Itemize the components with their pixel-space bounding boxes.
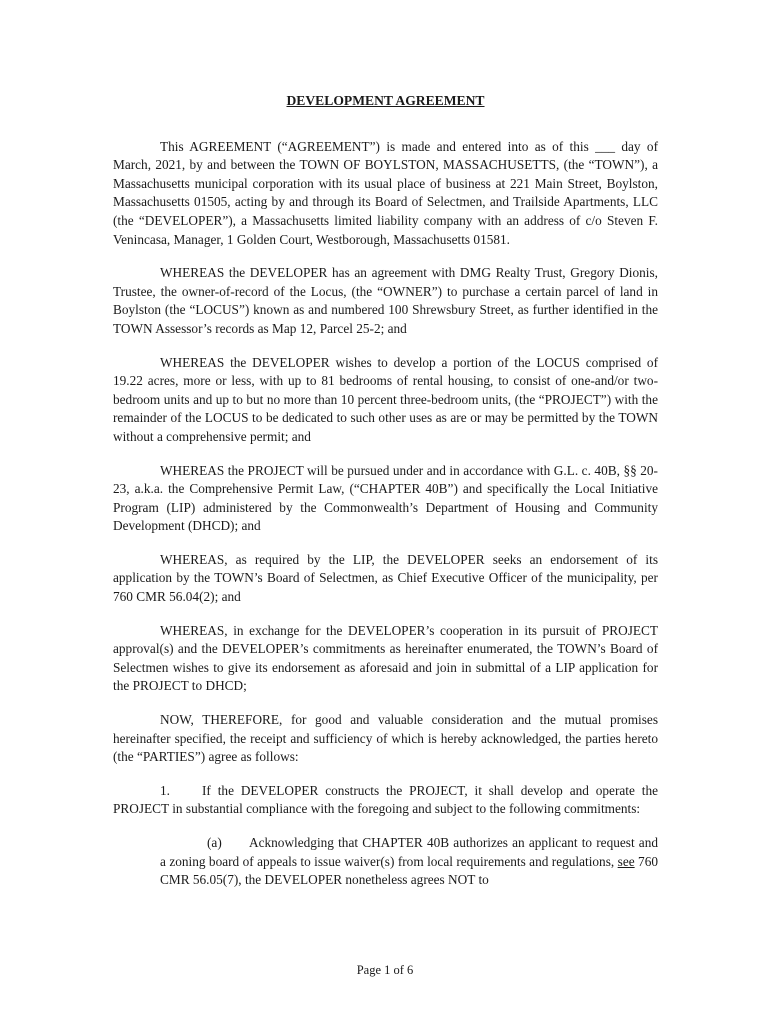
clause-1a-label: (a) [207,835,222,850]
paragraph-preamble: This AGREEMENT (“AGREEMENT”) is made and entered into as of this ___ day of March, 2021, by and between the TOWN OF BOYLSTON, MASSACHUSETTS, (the “TOWN”), a Massachusetts municipal corporation with its usual place of business at 221 Main Street, Boylston, Massachusetts 01505, acting by and through its Board of Selectmen, and Trailside Apartments, LLC (the “DEVELOPER”), a Massachusetts limited liability company with an address of c/o Steven F. Venincasa, Manager, 1 Golden Court, Westborough, Massachusetts 01581. [113,138,658,247]
document-title: DEVELOPMENT AGREEMENT [286,93,485,108]
paragraph-whereas-owner: WHEREAS the DEVELOPER has an agreement with DMG Realty Trust, Gregory Dionis, Trustee, the owner-of-record of the Locus, (the “OWNER”) to purchase a certain parcel of land in Boylston (the “LOCUS”) known as and numbered 100 Shrewsbury Street, as further identified in the TOWN Assessor’s records as Map 12, Parcel 25-2; and [113,265,658,336]
paragraph-now-therefore: NOW, THEREFORE, for good and valuable consideration and the mutual promises hereinafter specified, the receipt and sufficiency of which is hereby acknowledged, the parties hereto (the “PARTIES”) agree as follows: [113,712,658,765]
clause-1-number: 1. [160,782,170,798]
paragraph-whereas-project: WHEREAS the DEVELOPER wishes to develop a portion of the LOCUS comprised of 19.22 acres, more or less, with up to 81 bedrooms of rental housing, to consist of one-and/or two-bedroom units and up to but no more than 10 percent three-bedroom units, (the “PROJECT”) with the remainder of the LOCUS to be dedicated to such other uses as are or may be permitted by the TOWN without a comprehensive permit; and [113,354,658,444]
clause-1-text: If the DEVELOPER constructs the PROJECT, it shall develop and operate the PROJECT in substantial compliance with the foregoing and subject to the following commitments: [113,782,658,817]
clause-1a-text-before: Acknowledging that CHAPTER 40B authorizes an applicant to request and a zoning board of appeals to issue waiver(s) from local requirements and regulations, [160,835,658,869]
clause-1 [113,782,658,819]
clause-1a-text-after: 760 CMR 56.05(7), the DEVELOPER nonetheless agrees NOT to [160,853,658,888]
page-number: Page 1 of 6 [356,963,414,977]
paragraph-whereas-lip: WHEREAS, as required by the LIP, the DEVELOPER seeks an endorsement of its application by the TOWN’s Board of Selectmen, as Chief Executive Officer of the municipality, per 760 CMR 56.04(2); and [113,551,658,605]
paragraph-whereas-chapter40b: WHEREAS the PROJECT will be pursued under and in accordance with G.L. c. 40B, §§ 20-23, a.k.a. the Comprehensive Permit Law, (“CHAPTER 40B”) and specifically the Local Initiative Program (LIP) administered by the Commonwealth’s Department of Housing and Community Development (DHCD); and [113,462,658,534]
paragraph-whereas-endorsement: WHEREAS, in exchange for the DEVELOPER’s cooperation in its pursuit of PROJECT approval(s) and the DEVELOPER’s commitments as hereinafter enumerated, the TOWN’s Board of Selectmen wishes to give its endorsement as aforesaid and join in submittal of a LIP application for the PROJECT to DHCD; [113,622,658,694]
clause-1a-see: see [617,853,635,869]
clause-1a [160,834,658,890]
document-body [113,92,658,905]
